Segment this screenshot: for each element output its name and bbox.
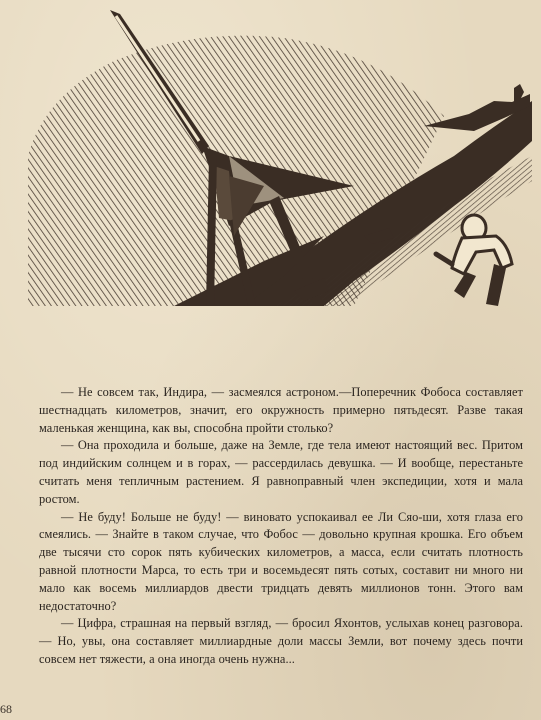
rocket-illustration — [24, 6, 532, 311]
page-number: 68 — [0, 702, 12, 716]
paragraph: — Не буду! Больше не буду! — виновато успокаивал ее Ли Сяо-ши, хотя глаза его смеялись. — Знайте в таком случае, что Фобос — довольно крупная крошка. Его объем две тысячи сто сорок пять кубических километров, а масса, если считать плотность равной плотности Марса, то есть три и восемьдесят пять сотых, составит ни много ни мало как восемь миллиардов двести тридцать девять миллионов тонн. Этого вам недостаточно? — [39, 509, 523, 613]
paragraph: — Цифра, страшная на первый взгляд, — бросил Яхонтов, услыхав конец разговора. — Но, увы, она составляет миллиардные доли массы Земли, вот почему здесь почти совсем нет тяжести, а она иногда очень нужна... — [39, 616, 523, 666]
paragraph: — Она проходила и больше, даже на Земле, где тела имеют настоящий вес. Притом под индийским солнцем и в горах, — рассердилась девушка. — И вообще, перестаньте считать меня тепличным растением. Я равноправный член экспедиции, хотя и мала ростом. — [39, 438, 523, 506]
body-text — [39, 384, 523, 669]
paragraph: — Не совсем так, Индира, — засмеялся астроном.—Поперечник Фобоса составляет шестнадцать километров, значит, его окружность примерно пятьдесят. Разве такая маленькая женщина, как вы, способна пройти столько? — [39, 385, 523, 435]
